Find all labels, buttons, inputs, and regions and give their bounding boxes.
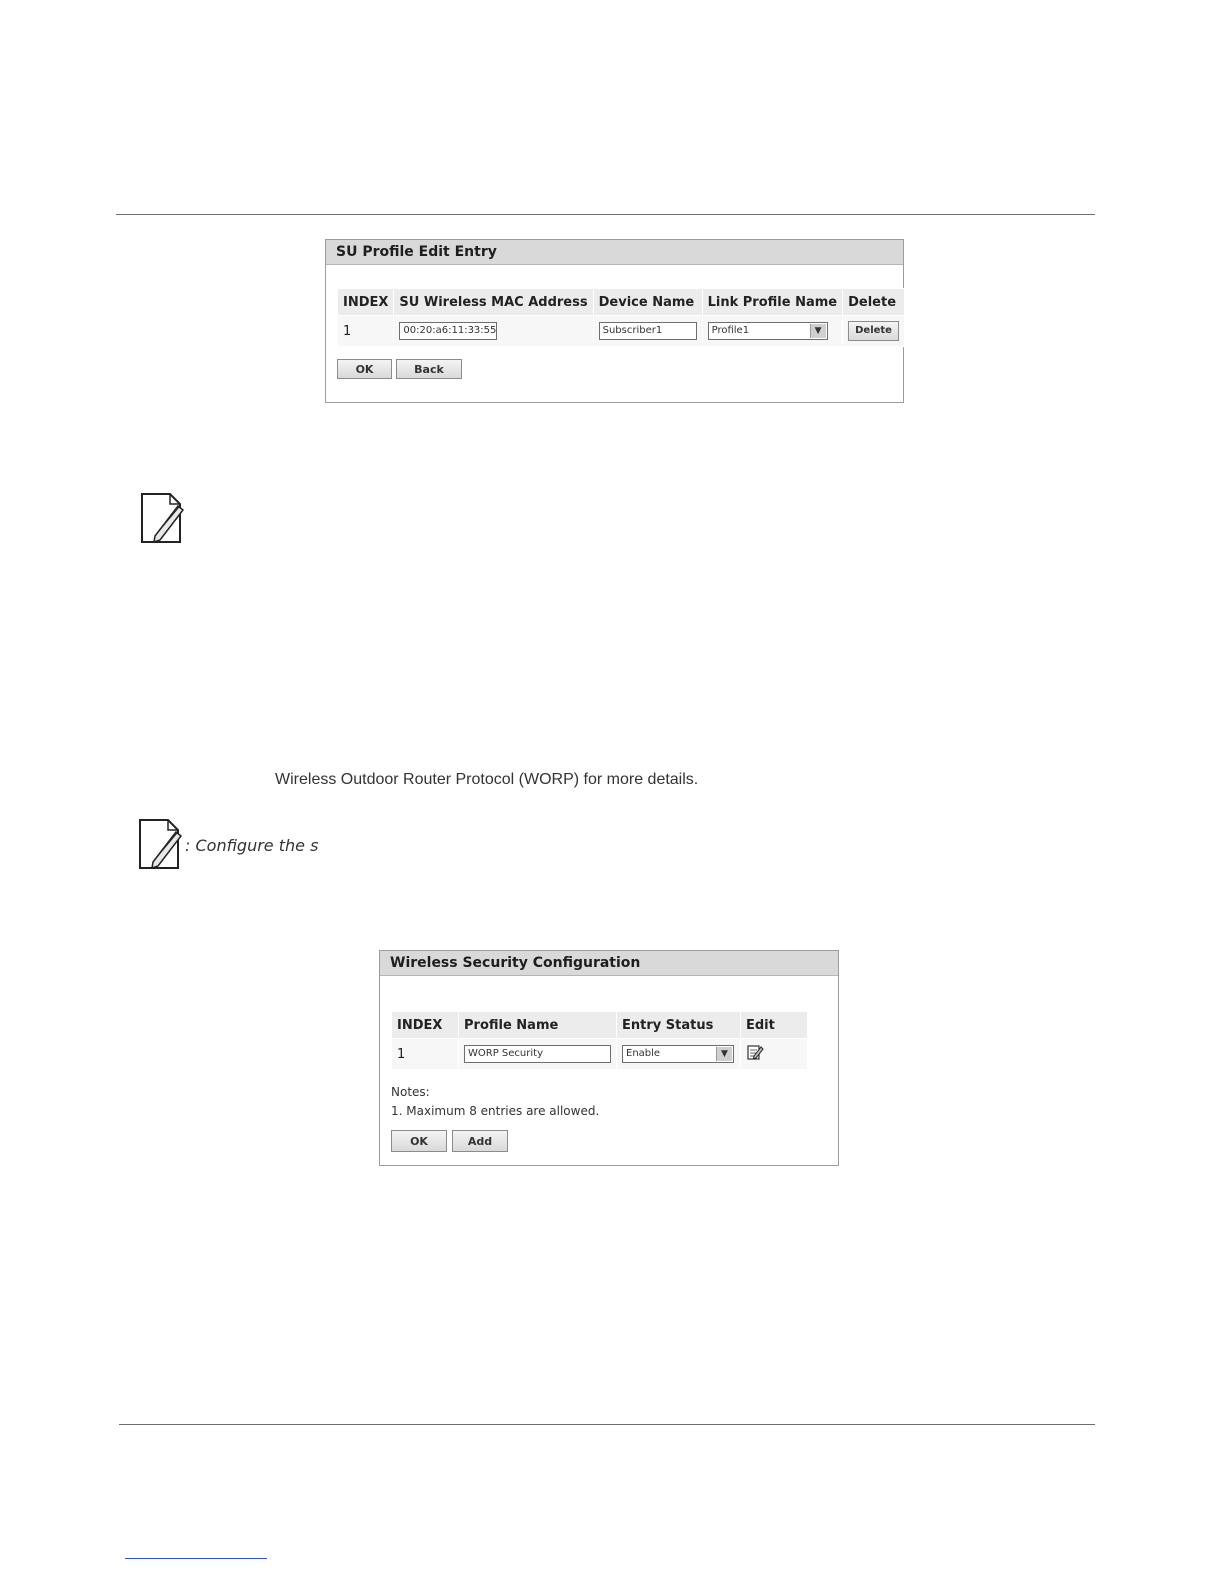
add-button[interactable]: Add [452,1130,508,1152]
note-pencil-icon [138,490,188,546]
link-profile-cell [702,316,843,347]
col-link-profile: Link Profile Name [702,289,843,316]
delete-cell [843,316,905,347]
notes-item: 1. Maximum 8 entries are allowed. [391,1104,600,1118]
wireless-security-panel-title: Wireless Security Configuration [380,951,838,976]
entry-status-cell [617,1039,741,1070]
table-header-row [338,289,905,316]
table-header-row [392,1012,808,1039]
col-mac-address: SU Wireless MAC Address [394,289,593,316]
edit-cell [741,1039,808,1070]
device-name-input[interactable]: Subscriber1 [599,322,697,340]
wireless-security-table [391,1011,808,1070]
col-edit: Edit [741,1012,808,1039]
su-profile-table [337,288,905,347]
profile-name-cell [459,1039,617,1070]
link-profile-value: Profile1 [711,325,750,336]
table-row [338,316,905,347]
col-delete: Delete [843,289,905,316]
chevron-down-icon[interactable]: ▼ [716,1047,732,1061]
entry-status-value: Enable [626,1048,661,1059]
wireless-security-panel [379,950,839,1166]
notes-heading: Notes: [391,1085,430,1099]
col-device-name: Device Name [593,289,702,316]
entry-status-select[interactable] [622,1045,734,1063]
profile-name-input[interactable]: WORP Security [464,1045,611,1063]
note-pencil-icon [136,816,186,872]
su-profile-panel-title: SU Profile Edit Entry [326,240,903,265]
row-index: 1 [338,316,394,347]
footer-rule [119,1424,1095,1425]
edit-icon[interactable] [746,1043,764,1061]
col-index: INDEX [338,289,394,316]
link-profile-select[interactable] [708,322,828,340]
table-row [392,1039,808,1070]
su-profile-edit-panel [325,239,904,403]
footer-link-underline[interactable] [125,1558,267,1559]
notes-block [391,1083,599,1121]
back-button[interactable]: Back [396,359,462,379]
col-index: INDEX [392,1012,459,1039]
mac-address-input[interactable]: 00:20:a6:11:33:55 [399,322,497,340]
note-text: : Configure the s [185,836,319,855]
col-entry-status: Entry Status [617,1012,741,1039]
worp-reference-text: Wireless Outdoor Router Protocol (WORP) for more details. [275,771,699,788]
row-index: 1 [392,1039,459,1070]
device-name-cell [593,316,702,347]
delete-button[interactable]: Delete [848,321,899,341]
header-rule [116,214,1095,215]
col-profile-name: Profile Name [459,1012,617,1039]
ok-button[interactable]: OK [391,1130,447,1152]
ok-button[interactable]: OK [337,359,392,379]
mac-cell [394,316,593,347]
chevron-down-icon[interactable]: ▼ [810,324,826,338]
